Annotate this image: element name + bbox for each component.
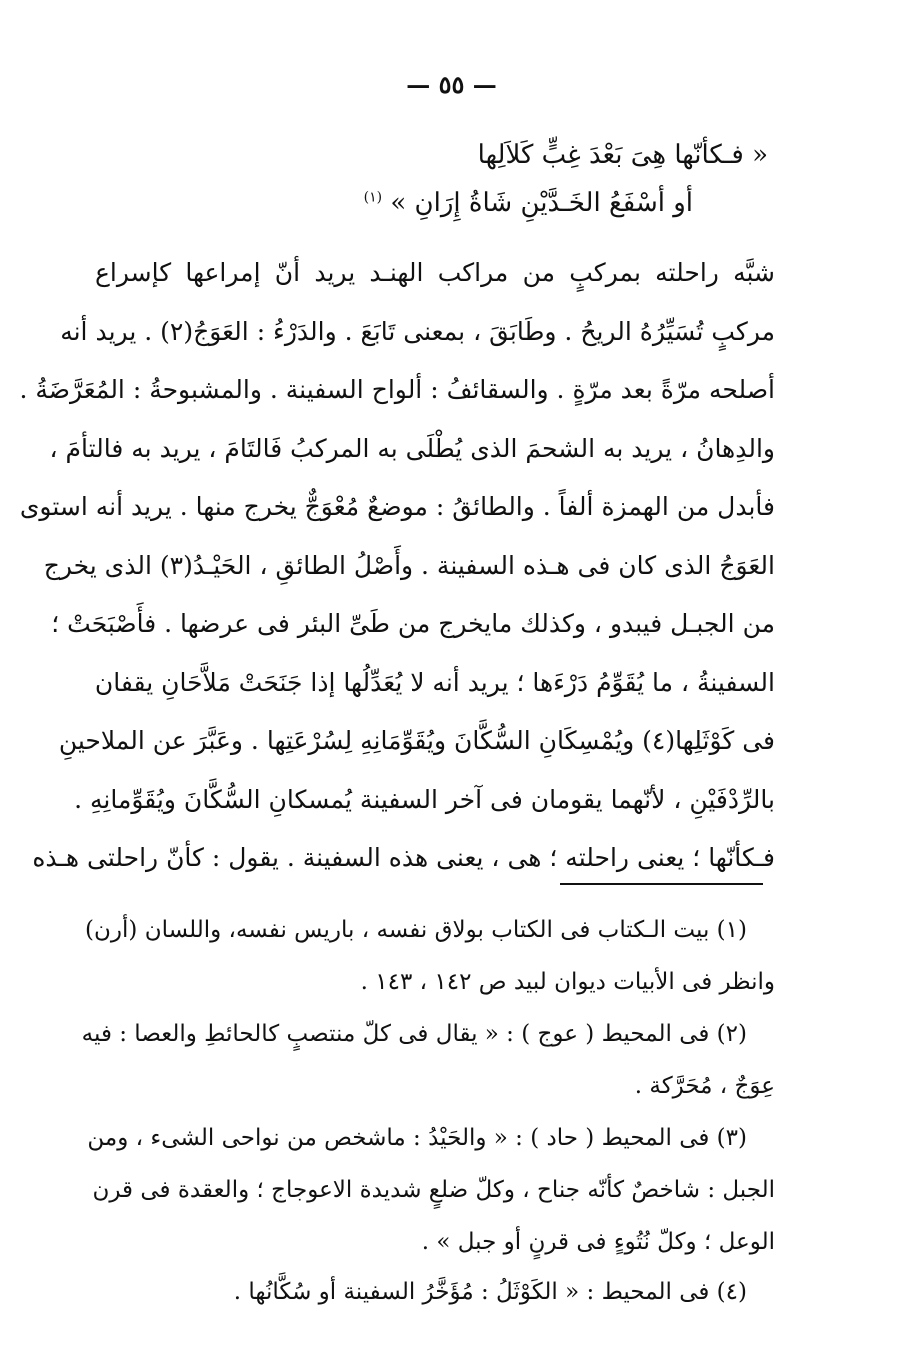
body-line: والدِهانُ ، يريد به الشحمَ الذى يُطْلَى به المركبُ فَالتَامَ ، يريد به فالتأمَ ، — [49, 433, 775, 463]
footnote-line: الجبل : شاخصٌ كأنّه جناح ، وكلّ ضلعٍ شديدة الاعوجاج ؛ والعقدة فى قرن — [92, 1177, 775, 1203]
footnote-line: (١) بيت الـكتاب فى الكتاب بولاق نفسه ، باريس نفسه، واللسان (أرن) — [85, 917, 747, 943]
body-line: فى كَوْثَلِها(٤) ويُمْسِكَانِ السُّكَّانَ ويُقَوِّمَانِهِ لِسُرْعَتِها . وعَبَّرَ عن الملاحينِ — [58, 726, 775, 755]
body-line: العَوَجُ الذى كان فى هـذه السفينة . وأَصْلُ الطائقِ ، الحَيْـدُ(٣) الذى يخرج — [43, 550, 775, 580]
body-line: مركبٍ تُسَيِّرُهُ الريحُ . وطَابَقَ ، بمعنى تَابَعَ . والدَرْءُ : العَوَجُ(٢) . يريد أنه — [60, 316, 775, 346]
body-line: فـكأنّها ؛ يعنى راحلته ؛ هى ، يعنى هذه السفينة . يقول : كأنّ راحلتى هـذه — [32, 843, 775, 872]
body-line: فأبدل من الهمزة ألفاً . والطائقُ : موضعٌ مُعْوَجٌّ يخرج منها . يريد أنه استوى — [19, 492, 775, 521]
commentary-paragraph — [19, 244, 775, 888]
verse-line-2-text: أو أسْفَعُ الخَـدَّيْنِ شَاةُ إِرَانِ » — [390, 188, 693, 218]
footnote-4 — [95, 1268, 775, 1316]
footnote-line: (٢) فى المحيط ( عوج ) : « يقال فى كلّ منتصبٍ كالحائطِ والعصا : فيه — [81, 1021, 747, 1047]
page-number: — ٥٥ — — [406, 70, 497, 99]
footnote-2 — [81, 1008, 775, 1112]
body-line: أصلحه مرّةً بعد مرّةٍ . والسقائفُ : ألواح السفينة . والمشبوحةُ : المُعَرَّضَةُ . — [19, 375, 775, 404]
footnote-line: عِوَجٌ ، مُحَرَّكة . — [634, 1073, 775, 1099]
body-line: السفينةُ ، ما يُقَوِّمُ دَرْءَها ؛ يريد أنه لا يُعَدِّلُها إذا جَنَحَتْ مَلاَّحَانِ يقفان — [94, 667, 775, 697]
verse-line-2 — [364, 188, 693, 218]
footnote-1 — [85, 904, 775, 1008]
footnote-line: وانظر فى الأبيات ديوان لبيد ص ١٤٢ ، ١٤٣ . — [360, 969, 775, 995]
footnotes-section — [81, 904, 775, 1316]
footnote-3 — [87, 1112, 775, 1268]
footnote-line: الوعل ؛ وكلّ نُتُوءٍ فى قرنٍ أو جبل » . — [421, 1229, 775, 1255]
footnote-line: (٣) فى المحيط ( حاد ) : « والحَيْدُ : ماشخص من نواحى الشىء ، ومن — [87, 1125, 747, 1151]
verse-line-1: « فـكأنّها هِىَ بَعْدَ غِبٍّ كَلاَلِها — [477, 140, 768, 170]
footnote-separator-rule — [560, 883, 763, 885]
footnote-line: (٤) فى المحيط : « الكَوْثَلُ : مُؤَخَّرُ السفينة أو سُكَّانُها . — [233, 1279, 747, 1305]
footnote-marker-1: (١) — [363, 189, 383, 206]
body-line: من الجبـل فيبدو ، وكذلك مايخرج من طَىِّ البئر فى عرضها . فأَصْبَحَتْ ؛ — [51, 609, 775, 638]
body-line: بالرِّدْفَيْنِ ، لأنّهما يقومان فى آخر السفينة يُمسكانِ السُّكَّانَ ويُقَوِّمانِهِ . — [74, 784, 775, 814]
body-line: شبَّه راحلته بمركبٍ من مراكب الهنـد يريد أنّ إمراعها كإسراع — [95, 258, 775, 287]
